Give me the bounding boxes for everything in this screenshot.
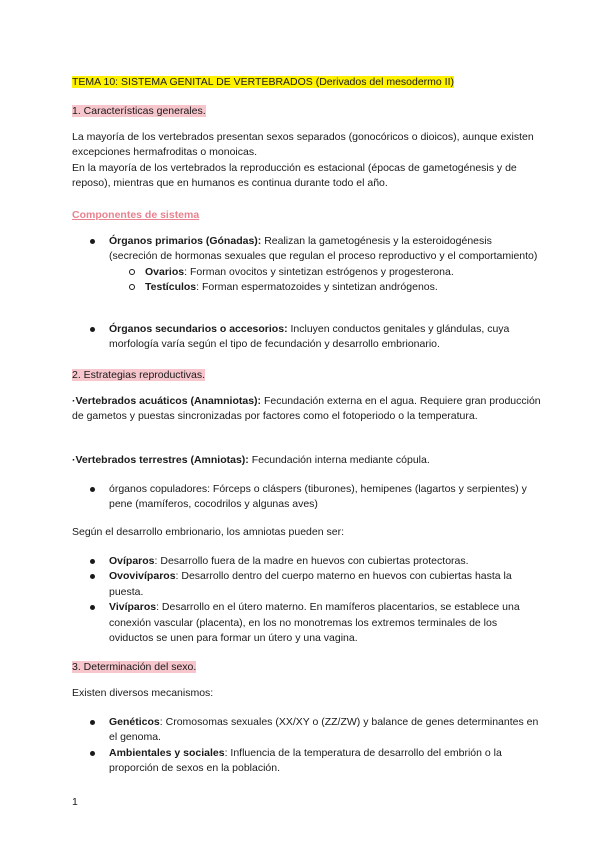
paragraph-terrestrial: [72, 453, 542, 468]
list-item-testes: [72, 280, 542, 295]
copulatory-list: [72, 482, 542, 513]
oviparous-term: Ovíparos: [109, 555, 155, 567]
environmental-term: Ambientales y sociales: [109, 746, 225, 759]
ovoviviparous-term: Ovovivíparos: [109, 570, 176, 583]
section-1-heading: 1. Características generales.: [72, 105, 206, 117]
terrestrial-text: Fecundación interna mediante cópula.: [248, 454, 430, 466]
list-item-viviparous: [72, 600, 542, 646]
amniotes-intro-row: [72, 525, 542, 540]
components-heading[interactable]: Componentes de sistema: [72, 209, 200, 221]
paragraph-sexes: La mayoría de los vertebrados presentan sexos separados (gonocóricos o dioicos), aunque existen excepciones hermafroditas o monoicas.: [72, 131, 534, 159]
list-item-genetic: [72, 715, 542, 746]
list-item-copulatory: órganos copuladores: Fórceps o cláspers (tiburones), hemipenes (lagartos y serpientes) y pene (mamíferos, cocodrilos y algunas aves): [72, 482, 542, 513]
terrestrial-paragraph-row: [72, 453, 542, 468]
list-item-primary: [72, 234, 542, 265]
mechanisms-intro: Existen diversos mecanismos:: [72, 687, 214, 699]
mechanisms-list: [72, 715, 542, 777]
aquatic-paragraph-row: [72, 394, 542, 425]
section-2-heading: 2. Estrategias reproductivas.: [72, 369, 206, 381]
ovoviviparous-text: : Desarrollo dentro del cuerpo materno en huevos con cubiertas hasta la puesta.: [109, 570, 512, 598]
secondary-text: Incluyen conductos genitales y glándulas, cuya morfología varía según el tipo de fecundación y desarrollo embrionario.: [109, 323, 510, 351]
amniotes-list: [72, 554, 542, 646]
ovaries-text: : Forman ovocitos y sintetizan estrógenos y progesterona.: [184, 265, 454, 278]
components-list: [72, 234, 542, 296]
ovaries-term: Ovarios: [145, 265, 185, 278]
list-item-ovoviviparous: [72, 569, 542, 600]
viviparous-text: : Desarrollo en el útero materno. En mamíferos placentarios, se establece una conexión vascular (placenta), en los no monotremas los extremos terminales de los oviductos se unen para formar un útero y una vagina.: [109, 601, 520, 645]
list-item-environmental: [72, 746, 542, 777]
primary-term: Órganos primarios (Gónadas):: [109, 235, 262, 247]
testes-term: Testículos: [145, 281, 197, 294]
components-heading-row: [72, 205, 542, 223]
list-item-ovaries: [72, 265, 542, 280]
list-item-oviparous: [72, 554, 542, 569]
amniotes-intro: Según el desarrollo embrionario, los amniotas pueden ser:: [72, 526, 344, 538]
section-3-heading: 3. Determinación del sexo.: [72, 661, 197, 673]
primary-text: Realizan la gametogénesis y la esteroidogénesis (secreción de hormonas sexuales que regulan el proceso reproductivo y el comportamiento): [109, 235, 538, 263]
section-1-paragraphs: [72, 130, 542, 192]
document-title-row: [72, 72, 542, 90]
genetic-term: Genéticos: [109, 716, 160, 728]
secondary-term: Órganos secundarios o accesorios:: [109, 323, 288, 335]
section-1-heading-row: [72, 101, 542, 119]
list-item-secondary: [72, 322, 542, 353]
aquatic-text: Fecundación externa en el agua. Requiere gran producción de gametos y puestas sincronizadas por factores como el fotoperiodo o la temperatura.: [72, 395, 541, 423]
section-3-heading-row: [72, 657, 542, 675]
environmental-text: : Influencia de la temperatura de desarrollo del embrión o la proporción de sexos en la población.: [109, 746, 502, 775]
oviparous-text: : Desarrollo fuera de la madre en huevos con cubiertas protectoras.: [154, 555, 469, 567]
document-title: TEMA 10: SISTEMA GENITAL DE VERTEBRADOS (Derivados del mesodermo II): [72, 76, 455, 88]
mechanisms-intro-row: [72, 686, 542, 701]
genetic-text: : Cromosomas sexuales (XX/XY o (ZZ/ZW) y balance de genes determinantes en el genoma.: [109, 716, 539, 744]
terrestrial-term: ·Vertebrados terrestres (Amniotas):: [72, 454, 249, 466]
paragraph-aquatic: [72, 394, 542, 425]
testes-text: : Forman espermatozoides y sintetizan andrógenos.: [196, 281, 438, 294]
secondary-list: [72, 322, 542, 353]
viviparous-term: Vivíparos: [109, 601, 157, 614]
aquatic-term: ·Vertebrados acuáticos (Anamniotas):: [72, 395, 262, 407]
paragraph-seasonal: En la mayoría de los vertebrados la reproducción es estacional (épocas de gametogénesis y de reposo), mientras que en humanos es continua durante todo el año.: [72, 161, 517, 190]
page-number: 1: [72, 796, 78, 808]
section-2-heading-row: [72, 365, 542, 383]
